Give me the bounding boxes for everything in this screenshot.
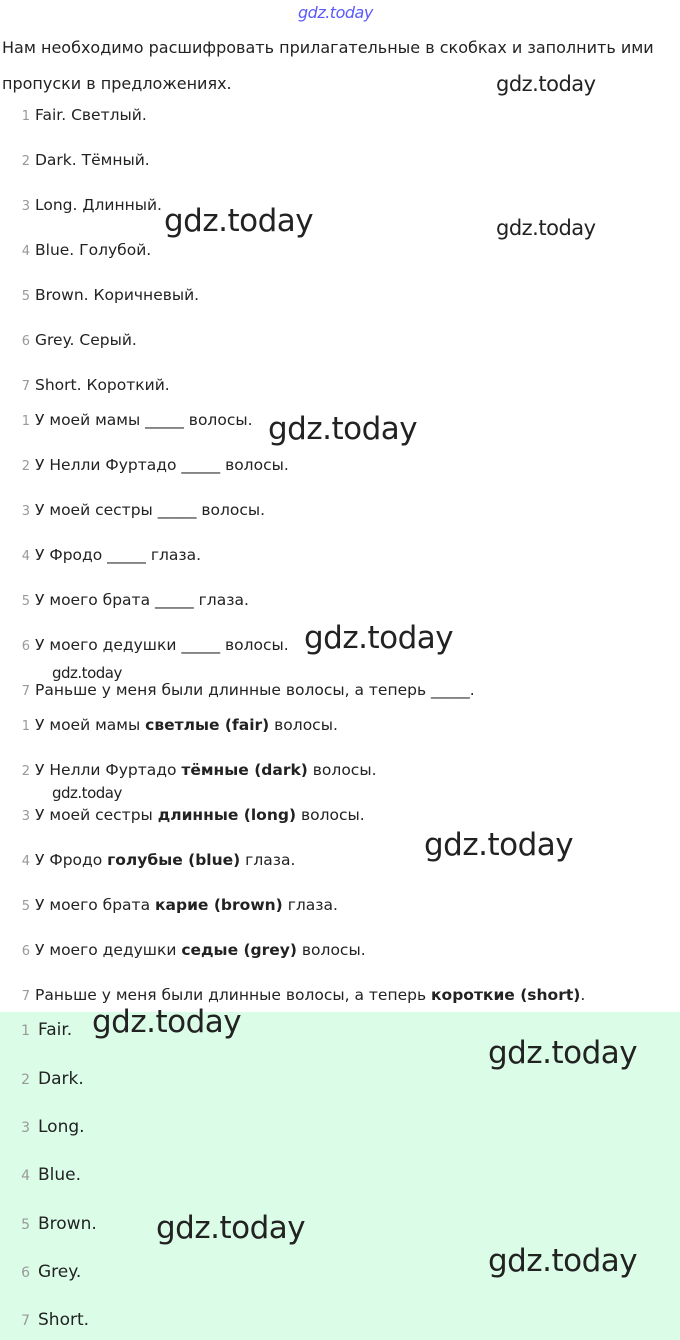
translation-item: 6 Grey. Серый. — [21, 331, 137, 349]
watermark-top: gdz.today — [298, 3, 373, 22]
watermark: gdz.today — [488, 1243, 638, 1279]
watermark: gdz.today — [52, 784, 122, 802]
translation-item: 2 Dark. Тёмный. — [21, 151, 150, 169]
answer-item: 6 У моего дедушки седые (grey) волосы. — [21, 941, 366, 959]
translation-item: 5 Brown. Коричневый. — [21, 286, 200, 304]
sentence-item: 1 У моей мамы _____ волосы. — [21, 411, 253, 429]
sentence-item: 2 У Нелли Фуртадо _____ волосы. — [21, 456, 289, 474]
sentence-item: 7 Раньше у меня были длинные волосы, а теперь _____. — [21, 681, 475, 699]
watermark: gdz.today — [496, 72, 596, 96]
watermark: gdz.today — [268, 411, 418, 447]
answer-item: 3 У моей сестры длинные (long) волосы. — [21, 806, 365, 824]
answer-item: 4 У Фродо голубые (blue) глаза. — [21, 851, 296, 869]
sentence-item: 3 У моей сестры _____ волосы. — [21, 501, 266, 519]
final-answer-item: 3 Long. — [21, 1117, 85, 1137]
answer-item: 2 У Нелли Фуртадо тёмные (dark) волосы. — [21, 761, 377, 779]
final-answer-item: 7 Short. — [21, 1310, 90, 1330]
watermark: gdz.today — [92, 1004, 242, 1040]
answer-item: 7 Раньше у меня были длинные волосы, а теперь короткие (short). — [21, 986, 586, 1004]
sentence-item: 5 У моего брата _____ глаза. — [21, 591, 249, 609]
watermark: gdz.today — [488, 1035, 638, 1071]
translation-item: 1 Fair. Светлый. — [21, 106, 147, 124]
watermark: gdz.today — [496, 216, 596, 240]
watermark: gdz.today — [304, 620, 454, 656]
final-answer-item: 6 Grey. — [21, 1262, 82, 1282]
watermark: gdz.today — [156, 1210, 306, 1246]
watermark: gdz.today — [424, 827, 574, 863]
intro-text: Нам необходимо расшифровать прилагательные в скобках и заполнить ими пропуски в предложениях. — [2, 38, 654, 93]
answer-item: 5 У моего брата карие (brown) глаза. — [21, 896, 338, 914]
answer-item: 1 У моей мамы светлые (fair) волосы. — [21, 716, 338, 734]
translation-item: 4 Blue. Голубой. — [21, 241, 152, 259]
watermark: gdz.today — [164, 203, 314, 239]
final-answer-item: 5 Brown. — [21, 1214, 97, 1234]
final-answer-item: 4 Blue. — [21, 1165, 82, 1185]
sentence-item: 4 У Фродо _____ глаза. — [21, 546, 202, 564]
watermark: gdz.today — [52, 664, 122, 682]
translation-item: 7 Short. Короткий. — [21, 376, 170, 394]
final-answer-item: 1 Fair. — [21, 1020, 73, 1040]
translation-item: 3 Long. Длинный. — [21, 196, 162, 214]
final-answer-item: 2 Dark. — [21, 1069, 84, 1089]
sentence-item: 6 У моего дедушки _____ волосы. — [21, 636, 289, 654]
